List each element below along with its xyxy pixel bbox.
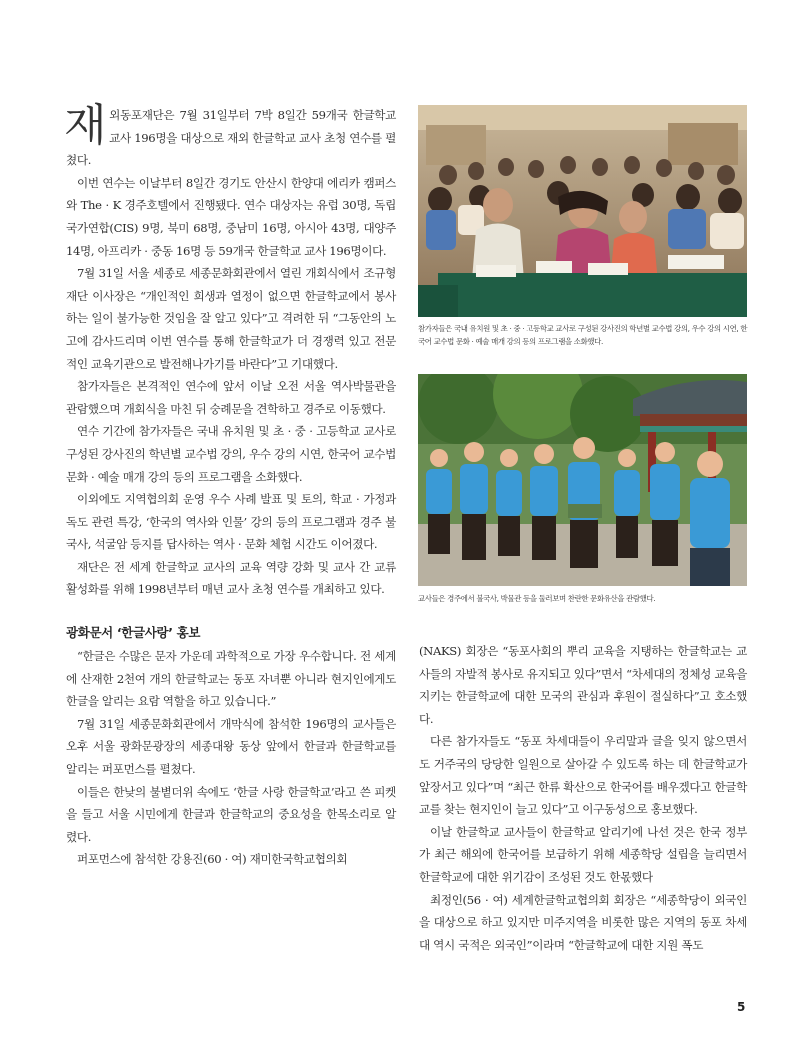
paragraph: 이번 연수는 이날부터 8일간 경기도 안산시 한양대 에리카 캠퍼스와 The · K 경주호텔에서 진행됐다. 연수 대상자는 유럽 30명, 독립국가연합(CIS) 9명, 북미 68명, 중남미 16명, 아시아 43명, 대양주 14명, 아프리카 · 중동 16명 등 59개국 한글학교 교사 196명이다. <box>66 175 396 258</box>
paragraph: 재단은 전 세계 한글학교 교사의 교육 역량 강화 및 교사 간 교류 활성화를 위해 1998년부터 매년 교사 초청 연수를 개최하고 있다. <box>66 559 396 597</box>
paragraph: 이외에도 지역협의회 운영 우수 사례 발표 및 토의, 학교 · 가정과 독도 관련 특강, ‘한국의 역사와 인물’ 강의 등의 프로그램과 경주 불국사, 석굴암 등지를 답사하는 역사 · 문화 체험 시간도 이어졌다. <box>66 492 396 552</box>
left-column <box>64 100 396 871</box>
intro-text: 외동포재단은 7월 31일부터 7박 8일간 59개국 한글학교 교사 196명을 대상으로 재외 한글학교 교사 초청 연수를 펼쳤다. <box>66 108 396 168</box>
section-title: 광화문서 ‘한글사랑’ 홍보 <box>66 625 201 641</box>
paragraph: 연수 기간에 참가자들은 국내 유치원 및 초 · 중 · 고등학교 교사로 구성된 강사진의 학년별 교수법 강의, 우수 강의 시연, 한국어 교수법 문화 · 예술 매개 강의 등의 프로그램을 소화했다. <box>66 424 396 484</box>
paragraph: 이날 한글학교 교사들이 한글학교 알리기에 나선 것은 한국 정부가 최근 해외에 한국어를 보급하기 위해 세종학당 설립을 늘리면서 한글학교에 대한 위기감이 조성된 것도 한몫했다 <box>419 824 747 884</box>
paragraph: 참가자들은 본격적인 연수에 앞서 이날 오전 서울 역사박물관을 관람했으며 개회식을 마친 뒤 숭례문을 견학하고 경주로 이동했다. <box>66 379 396 416</box>
photo-temple-visit <box>418 374 747 586</box>
paragraph: “한글은 수많은 문자 가운데 과학적으로 가장 우수합니다. 전 세계에 산재한 2천여 개의 한글학교는 동포 자녀뿐 아니라 현지인에게도 한글을 알리는 요람 역할을 하고 있습니다.” <box>66 649 396 709</box>
intro-paragraph <box>64 100 396 172</box>
page-number: 5 <box>737 1000 746 1014</box>
dropcap: 재 <box>64 100 107 151</box>
photo-lecture-hall <box>418 105 747 317</box>
photo-caption: 교사들은 경주에서 불국사, 박물관 등을 둘러보며 찬란한 문화유산을 관람했다. <box>418 594 656 603</box>
paragraph: 최정인(56 · 여) 세계한글학교협의회 회장은 “세종학당이 외국인을 대상으로 하고 있지만 미주지역을 비롯한 많은 지역의 동포 차세대 역시 국적은 외국인”이라며 “한글학교에 대한 지원 폭도 <box>419 892 747 952</box>
photo-caption: 참가자들은 국내 유치원 및 초 · 중 · 고등학교 교사로 구성된 강사진의 학년별 교수법 강의, 우수 강의 시연, 한국어 교수법 문화 · 예술 매개 강의 등의 프로그램을 소화했다. <box>418 324 748 346</box>
paragraph: 7월 31일 서울 세종로 세종문화회관에서 열린 개회식에서 조규형 재단 이사장은 “개인적인 희생과 열정이 없으면 한글학교에서 봉사하는 일이 불가능한 것임을 잘 알고 있다”고 격려한 뒤 “그동안의 노고에 감사드리며 이번 연수를 통해 한글학교가 더 경쟁력 있고 전문적인 교육기관으로 발전해나가기를 바란다”고 기대했다. <box>66 266 396 371</box>
right-column <box>419 640 747 956</box>
paragraph: (NAKS) 회장은 “동포사회의 뿌리 교육을 지탱하는 한글학교는 교사들의 자발적 봉사로 유지되고 있다”면서 “차세대의 정체성 교육을 지키는 한글학교에 대한 모국의 관심과 후원이 절실하다”고 호소했다. <box>419 644 747 726</box>
paragraph: 퍼포먼스에 참석한 강용진(60 · 여) 재미한국학교협의회 <box>77 852 348 867</box>
paragraph: 이들은 한낮의 불볕더위 속에도 ‘한글 사랑 한글학교’라고 쓴 피켓을 들고 서울 시민에게 한글과 한글학교의 중요성을 한목소리로 알렸다. <box>66 784 396 844</box>
paragraph: 다른 참가자들도 “동포 차세대들이 우리말과 글을 잊지 않으면서도 거주국의 당당한 일원으로 살아갈 수 있도록 하는 데 한글학교가 앞장서고 있다”며 “최근 한류 확산으로 한국어를 배우겠다고 한글학교를 찾는 현지인이 늘고 있다”고 이구동성으로 홍보했다. <box>419 734 747 817</box>
paragraph: 7월 31일 세종문화회관에서 개막식에 참석한 196명의 교사들은 오후 서울 광화문광장의 세종대왕 동상 앞에서 한글과 한글학교를 알리는 퍼포먼스를 펼쳤다. <box>66 716 396 777</box>
